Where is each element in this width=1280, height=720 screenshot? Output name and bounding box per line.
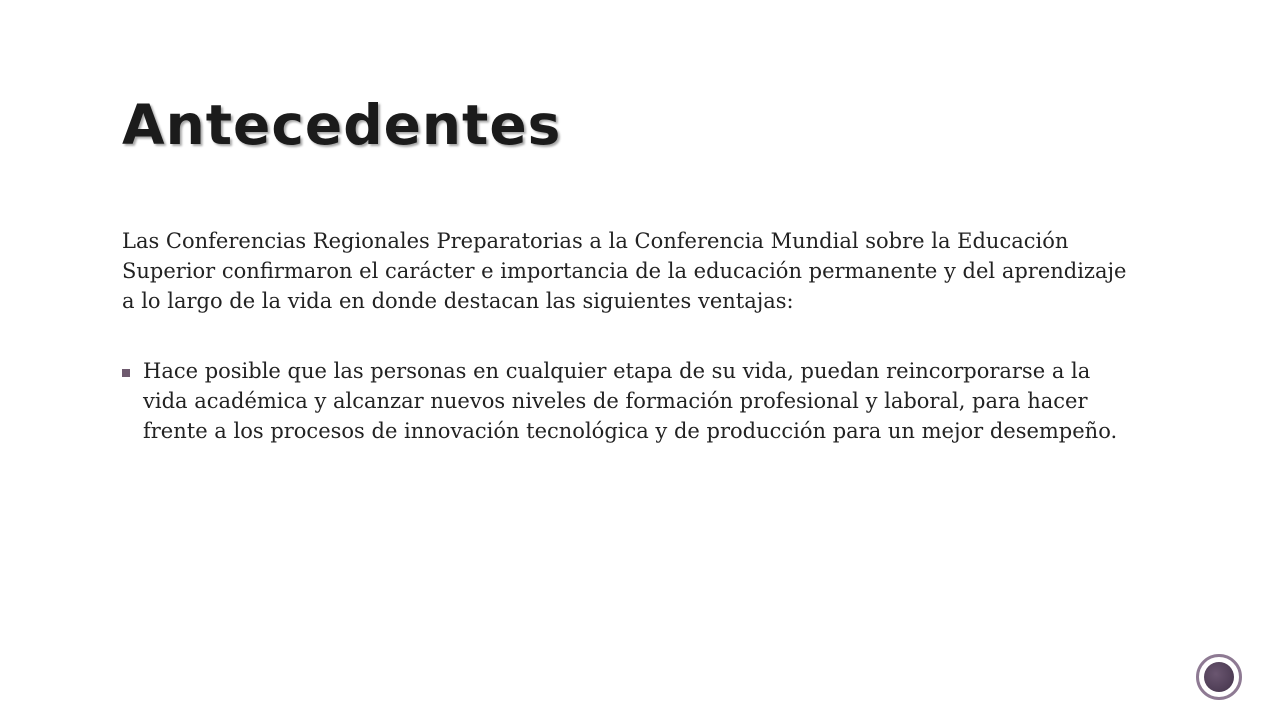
bullet-text: Hace posible que las personas en cualquier etapa de su vida, puedan reincorporarse a la vida académica y alcanzar nuevos niveles de formación profesional y laboral, para hacer frente a los procesos de innovación tecnológica y de producción para un mejor desempeño. [143,359,1118,443]
slide-title: Antecedentes [122,93,562,157]
slide-nav-button[interactable] [1196,654,1242,700]
circle-nav-icon [1204,662,1234,692]
bullet-item [122,356,1132,446]
bullet-square-icon [122,369,130,377]
intro-paragraph: Las Conferencias Regionales Preparatorias a la Conferencia Mundial sobre la Educación Superior confirmaron el carácter e importancia de la educación permanente y del aprendizaje a lo largo de la vida en donde destacan las siguientes ventajas: [122,229,1127,313]
